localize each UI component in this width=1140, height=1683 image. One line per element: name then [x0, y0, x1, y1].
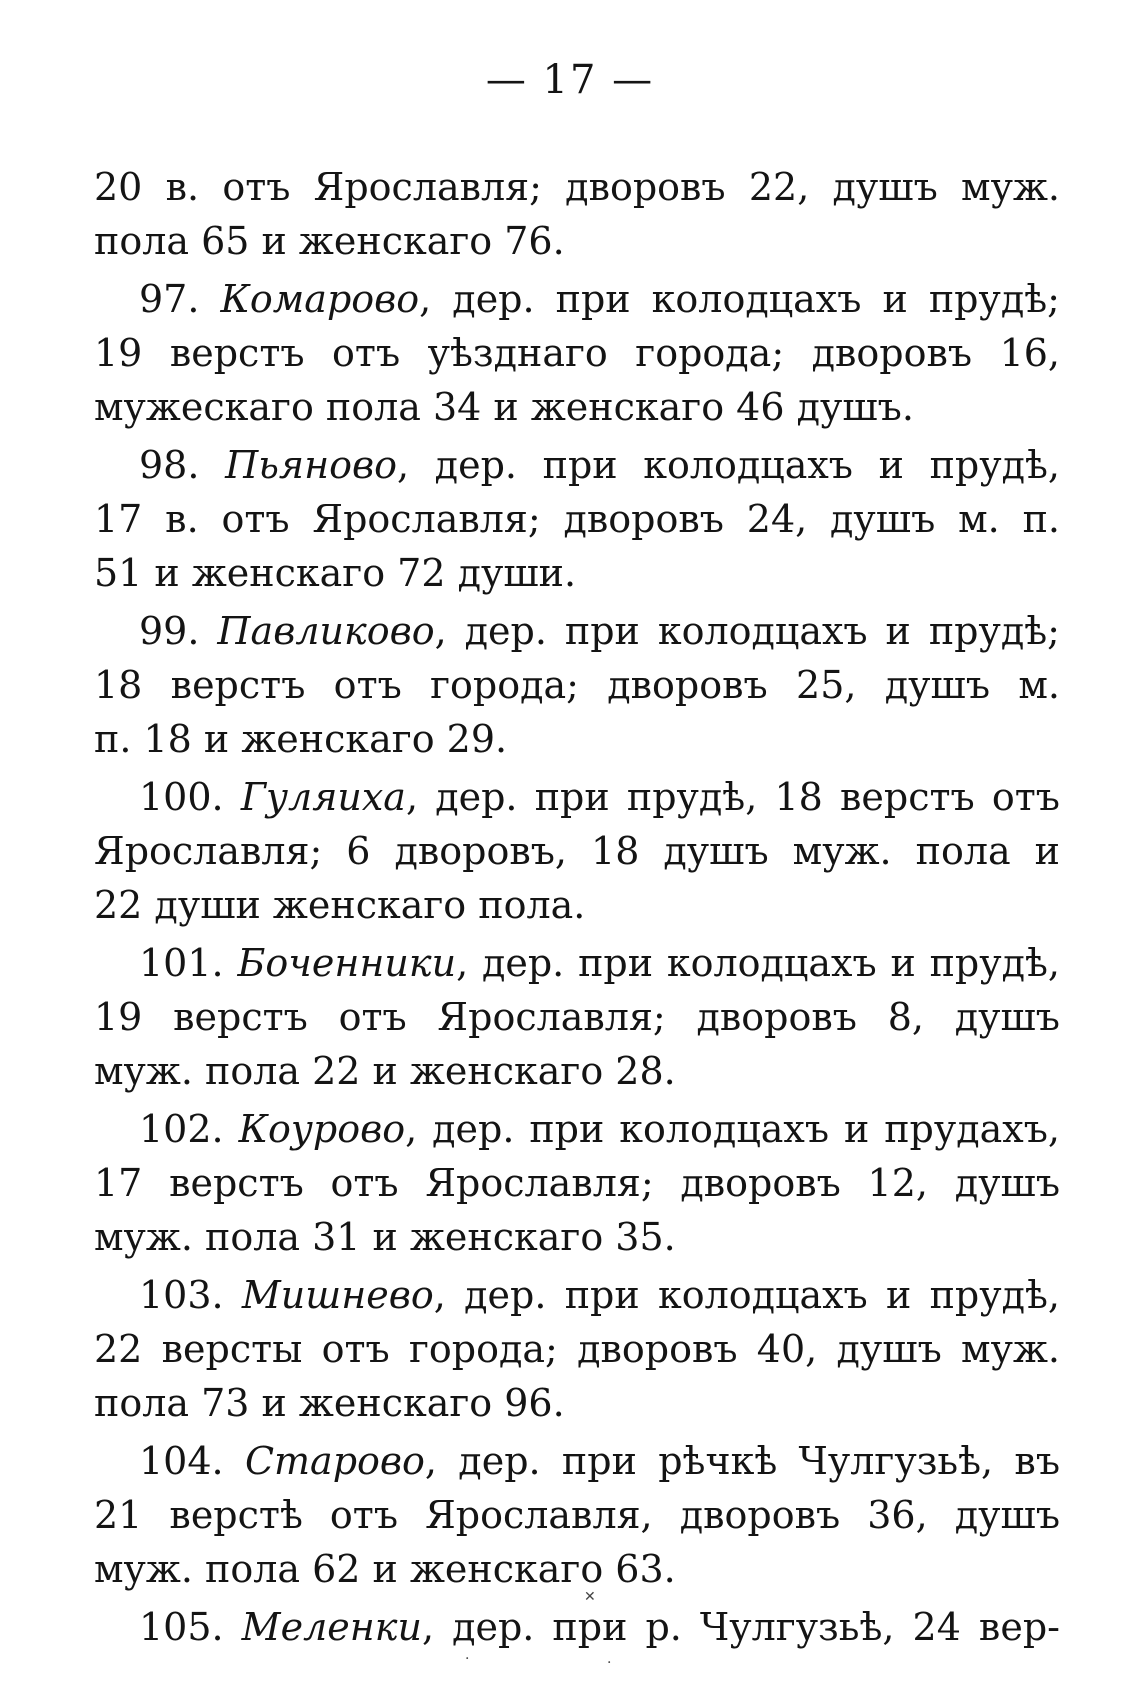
- entry-first-line: [94, 438, 1060, 492]
- entry-line: муж. пола 62 и женскаго 63.: [94, 1547, 676, 1591]
- scan-speck: ·: [607, 1655, 612, 1671]
- entry-description: , дер. при колодцахъ и прудѣ,: [396, 443, 1060, 487]
- entry-number: 105.: [139, 1605, 224, 1649]
- village-name: Боченники: [237, 941, 457, 985]
- entry-first-line: [94, 1600, 1060, 1654]
- village-name: Мишнево: [241, 1273, 434, 1317]
- entry-number: 103.: [139, 1273, 224, 1317]
- entry-99: [94, 604, 1060, 766]
- village-name: Коурово: [238, 1107, 406, 1151]
- village-name: Меленки: [241, 1605, 422, 1649]
- entry-first-line: [94, 770, 1060, 824]
- entry-line: 19 верстъ отъ Ярославля; дворовъ 8, душъ: [94, 995, 1060, 1039]
- entry-line: 17 в. отъ Ярославля; дворовъ 24, душъ м. п.: [94, 497, 1060, 541]
- entry-description: , дер. при прудѣ, 18 верстъ отъ: [405, 775, 1060, 819]
- entry-line: муж. пола 22 и женскаго 28.: [94, 1049, 676, 1093]
- entry-101: [94, 936, 1060, 1098]
- entry-line: 21 верстѣ отъ Ярославля, дворовъ 36, душъ: [94, 1493, 1060, 1537]
- page-number: — 17 —: [485, 57, 655, 103]
- entry-103: [94, 1268, 1060, 1430]
- village-name: Пьяново: [225, 443, 397, 487]
- entry-line: 19 верстъ отъ уѣзднаго города; дворовъ 16,: [94, 331, 1060, 375]
- village-name: Комарово: [220, 277, 420, 321]
- continuation-line: 20 в. отъ Ярославля; дворовъ 22, душъ муж.: [94, 165, 1060, 209]
- entry-line: Ярославля; 6 дворовъ, 18 душъ муж. пола и: [94, 829, 1060, 873]
- village-name: Павликово: [217, 609, 435, 653]
- entry-description: , дер. при р. Чулгузьѣ, 24 вер-: [421, 1605, 1060, 1649]
- entry-description: , дер. при рѣчкѣ Чулгузьѣ, въ: [424, 1439, 1060, 1483]
- page-body: [94, 160, 1060, 1654]
- entry-line: мужескаго пола 34 и женскаго 46 душъ.: [94, 385, 914, 429]
- entry-description: , дер. при колодцахъ и прудѣ,: [433, 1273, 1060, 1317]
- scan-speck: ✕: [584, 1589, 596, 1605]
- entry-first-line: [94, 604, 1060, 658]
- entry-first-line: [94, 272, 1060, 326]
- continuation-line: пола 65 и женскаго 76.: [94, 219, 565, 263]
- entry-first-line: [94, 1434, 1060, 1488]
- entry-line: 17 верстъ отъ Ярославля; дворовъ 12, душъ: [94, 1161, 1060, 1205]
- village-name: Старово: [244, 1439, 425, 1483]
- entry-105: [94, 1600, 1060, 1654]
- village-name: Гуляиха: [240, 775, 406, 819]
- entry-line: муж. пола 31 и женскаго 35.: [94, 1215, 676, 1259]
- entry-102: [94, 1102, 1060, 1264]
- entry-number: 99.: [139, 609, 200, 653]
- entry-number: 98.: [139, 443, 200, 487]
- entry-line: п. 18 и женскаго 29.: [94, 717, 508, 761]
- entry-line: 22 версты отъ города; дворовъ 40, душъ муж.: [94, 1327, 1060, 1371]
- entry-description: , дер. при колодцахъ и прудѣ;: [434, 609, 1060, 653]
- entry-number: 100.: [139, 775, 224, 819]
- entry-first-line: [94, 1268, 1060, 1322]
- entry-description: , дер. при колодцахъ и прудѣ;: [419, 277, 1060, 321]
- entry-first-line: [94, 1102, 1060, 1156]
- entry-line: 18 верстъ отъ города; дворовъ 25, душъ м.: [94, 663, 1060, 707]
- entry-line: 22 души женскаго пола.: [94, 883, 586, 927]
- entry-number: 97.: [139, 277, 200, 321]
- entry-line: 51 и женскаго 72 души.: [94, 551, 577, 595]
- entry-number: 104.: [139, 1439, 224, 1483]
- entry-number: 102.: [139, 1107, 224, 1151]
- entry-97: [94, 272, 1060, 434]
- entry-first-line: [94, 936, 1060, 990]
- entry-98: [94, 438, 1060, 600]
- entry-100: [94, 770, 1060, 932]
- entry-description: , дер. при колодцахъ и прудѣ,: [456, 941, 1060, 985]
- scan-speck: ·: [465, 1651, 470, 1667]
- entry-line: пола 73 и женскаго 96.: [94, 1381, 565, 1425]
- entry-104: [94, 1434, 1060, 1596]
- entry-number: 101.: [139, 941, 224, 985]
- entry-description: , дер. при колодцахъ и прудахъ,: [405, 1107, 1060, 1151]
